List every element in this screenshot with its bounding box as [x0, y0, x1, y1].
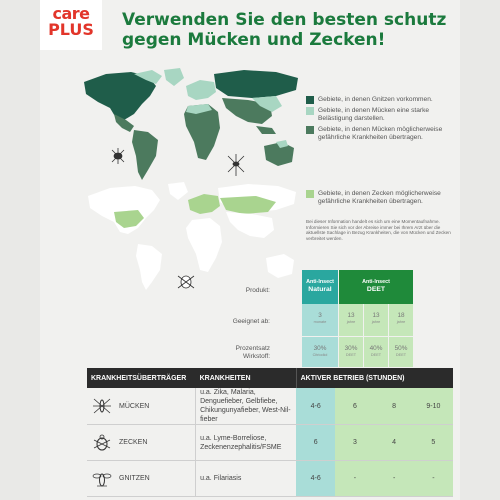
product-natural-header	[302, 270, 338, 304]
hours-natural: 4-6	[296, 388, 335, 425]
table-row	[87, 388, 453, 425]
hours-deet-50: 9-10	[414, 388, 453, 425]
vector-name: GNITZEN	[119, 475, 150, 482]
age-deet-50	[389, 304, 413, 336]
mosquito-icon	[228, 154, 244, 176]
label-prozentsatz-wirkstoff	[210, 345, 270, 361]
hours-deet-30: 6	[335, 388, 374, 425]
percent-value: 30%	[344, 345, 358, 352]
logo-plus-text: PLUS	[48, 20, 94, 39]
product-deet-header	[339, 270, 413, 304]
percent-value: 30%	[313, 345, 327, 352]
mosquito-icon	[91, 395, 113, 417]
table-row	[87, 461, 453, 497]
legend-item-muecken-krankheiten	[306, 126, 454, 142]
legend-swatch	[306, 107, 314, 115]
percent-unit: Citriodiol	[312, 353, 328, 357]
legend-text: Gebiete, in denen Zecken möglicherweise gefährliche Krankheiten übertragen.	[318, 190, 441, 205]
legend-item-muecken-belaestigung	[306, 107, 454, 123]
percent-deet-50	[389, 337, 413, 367]
hours-deet-40: -	[375, 461, 414, 497]
midge-icon	[91, 468, 113, 490]
legend-swatch	[306, 126, 314, 134]
vector-name: MÜCKEN	[119, 402, 150, 410]
product-deet-line1: Anti-Insect	[362, 279, 390, 285]
percent-natural	[302, 337, 338, 367]
label-geeignet-ab: Geeignet ab:	[232, 318, 270, 325]
headline-line-1: Verwenden Sie den besten schutz	[122, 10, 447, 30]
vector-name: ZECKEN	[119, 439, 148, 446]
disease-cell: u.a. Zika, Malaria, Denguefieber, Gelbfiebe, Chikungunyafieber, West-Nil-fieber	[196, 388, 297, 425]
disease-cell: u.a. Lyme-Borreliose, Zeckenenzephalitis/FSME	[196, 425, 297, 461]
vector-cell	[87, 461, 196, 497]
vector-cell	[87, 425, 196, 461]
disease-cell: u.a. Filariasis	[196, 461, 297, 497]
percent-value: 50%	[394, 345, 408, 352]
tick-icon	[178, 276, 194, 288]
label-prozentsatz: Prozentsatz	[235, 345, 270, 352]
percent-unit: DEET	[370, 353, 382, 357]
legend-swatch	[306, 190, 314, 198]
percent-deet-40	[364, 337, 388, 367]
headline	[122, 10, 452, 50]
header-disease: KRANKHEITEN	[196, 368, 297, 388]
disease-table	[87, 368, 453, 497]
care-plus-logo	[40, 0, 102, 50]
legend-ticks	[306, 190, 454, 209]
logo-care-text: care	[52, 4, 90, 23]
hours-deet-50: -	[414, 461, 453, 497]
world-map-ticks	[80, 182, 300, 292]
legend-text: Gebiete, in denen Gnitzen vorkommen.	[318, 96, 433, 103]
age-value: 13	[347, 312, 355, 319]
headline-line-2: gegen Mücken und Zecken!	[122, 30, 386, 50]
disclaimer-note: Bei dieser Information handelt es sich um eine Momentaufnahme. Informieren Sie sich vor der Abreise immer bei Ihrem Arzt über die aktuellste Sachlage in Bezug Krankheiten, die von Mücken und Zecken verbreitet werden.	[306, 219, 451, 241]
hours-deet-50: 5	[414, 425, 453, 461]
header-active: AKTIVER BETRIEB (STUNDEN)	[296, 368, 453, 388]
percent-unit: DEET	[345, 353, 357, 357]
hours-deet-30: -	[335, 461, 374, 497]
label-produkt: Produkt:	[245, 287, 270, 294]
age-unit: monate	[313, 320, 327, 324]
hours-deet-30: 3	[335, 425, 374, 461]
table-row	[87, 425, 453, 461]
age-unit: jahre	[396, 320, 406, 324]
age-value: 13	[372, 312, 380, 319]
header-vector: KRANKHEITSÜBERTRÄGER	[87, 368, 196, 388]
hours-deet-40: 4	[375, 425, 414, 461]
age-unit: jahre	[371, 320, 381, 324]
mosquito-icon	[112, 148, 124, 164]
table-header-row	[87, 368, 453, 388]
label-wirkstoff: Wirkstoff:	[243, 353, 270, 360]
percent-value: 40%	[369, 345, 383, 352]
legend-insects	[306, 96, 454, 145]
hours-natural: 4-6	[296, 461, 335, 497]
percent-unit: DEET	[395, 353, 407, 357]
vector-cell	[87, 388, 196, 425]
legend-swatch	[306, 96, 314, 104]
product-deet-line2: DEET	[366, 286, 386, 293]
product-natural-line2: Natural	[308, 286, 332, 293]
legend-item-zecken	[306, 190, 454, 206]
age-unit: jahre	[346, 320, 356, 324]
world-map-insects	[76, 68, 306, 186]
age-value: 18	[397, 312, 405, 319]
hours-deet-40: 8	[375, 388, 414, 425]
legend-text: Gebiete, in denen Mücken eine starke Belästigung darstellen.	[318, 107, 430, 122]
product-natural-line1: Anti-Insect	[306, 279, 334, 285]
hours-natural: 6	[296, 425, 335, 461]
age-natural	[302, 304, 338, 336]
age-value: 3	[318, 312, 322, 319]
age-deet-30	[339, 304, 363, 336]
tick-icon	[91, 432, 113, 454]
percent-deet-30	[339, 337, 363, 367]
legend-item-gnitzen	[306, 96, 454, 104]
age-deet-40	[364, 304, 388, 336]
legend-text: Gebiete, in denen Mücken möglicherweise gefährliche Krankheiten übertragen.	[318, 126, 443, 141]
